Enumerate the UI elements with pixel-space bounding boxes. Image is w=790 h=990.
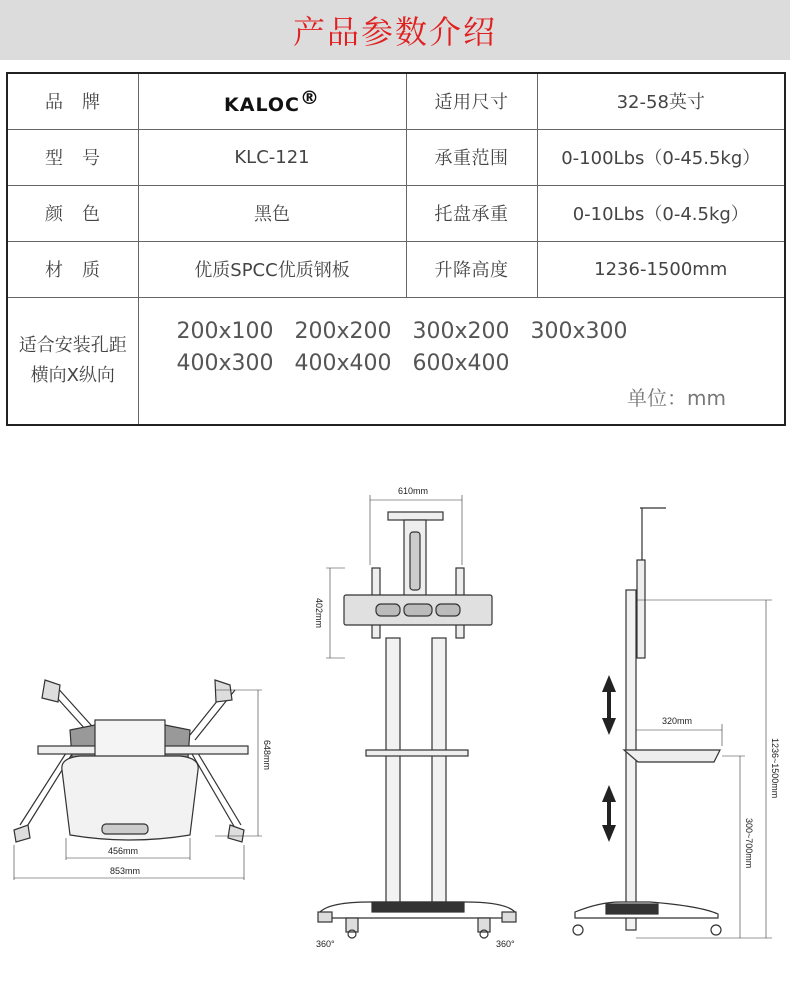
label-lift: 升降高度 [406,241,537,297]
model-value: KLC-121 [138,129,406,185]
height-adjust-arrows [602,675,616,842]
label-brand: 品 牌 [7,73,138,129]
table-row [7,241,785,297]
label-load: 承重范围 [406,129,537,185]
dim-depth: 648mm [262,740,272,771]
wheel-rotation-right: 360° [496,939,515,949]
table-row [7,297,785,425]
table-row [7,73,785,129]
mount-label-line2: 横向X纵向 [30,364,115,386]
table-row [7,129,785,185]
page-title: 产品参数介绍 [292,13,497,51]
size-value: 32-58英寸 [537,73,785,129]
brand-name: KALOC [224,93,300,116]
dim-tray-height: 300~700mm [744,818,754,869]
wheel-rotation-left: 360° [316,939,335,949]
label-model: 型 号 [7,129,138,185]
mount-line-1: 200x100 200x200 300x200 300x300 [176,318,628,344]
registered-mark: ® [299,86,320,109]
unit-label: 单位：mm [627,385,726,410]
label-tray-load: 托盘承重 [406,185,537,241]
material-value: 优质SPCC优质钢板 [138,241,406,297]
tray-load-value: 0-10Lbs（0-4.5kg） [537,185,785,241]
title-banner [0,0,790,60]
mount-line-2: 400x300 400x400 600x400 [176,350,510,376]
front-view-drawing [318,495,516,938]
dim-base-width: 853mm [110,866,141,876]
dim-bracket-height: 402mm [314,598,324,629]
mount-label-line1: 适合安装孔距 [18,334,127,356]
dim-front-width: 610mm [398,486,429,496]
label-mount-holes [7,297,138,425]
label-color: 颜 色 [7,185,138,241]
brand-value [138,73,406,129]
table-row [7,185,785,241]
dimension-drawings [0,440,790,990]
lift-value: 1236-1500mm [537,241,785,297]
spec-table [6,72,786,426]
label-size: 适用尺寸 [406,73,537,129]
dim-top-width: 456mm [108,846,139,856]
label-material: 材 质 [7,241,138,297]
dim-total-height: 1236~1500mm [770,738,780,799]
dim-tray-depth: 320mm [662,716,693,726]
color-value: 黑色 [138,185,406,241]
load-value: 0-100Lbs（0-45.5kg） [537,129,785,185]
mount-holes-cell [138,297,785,425]
